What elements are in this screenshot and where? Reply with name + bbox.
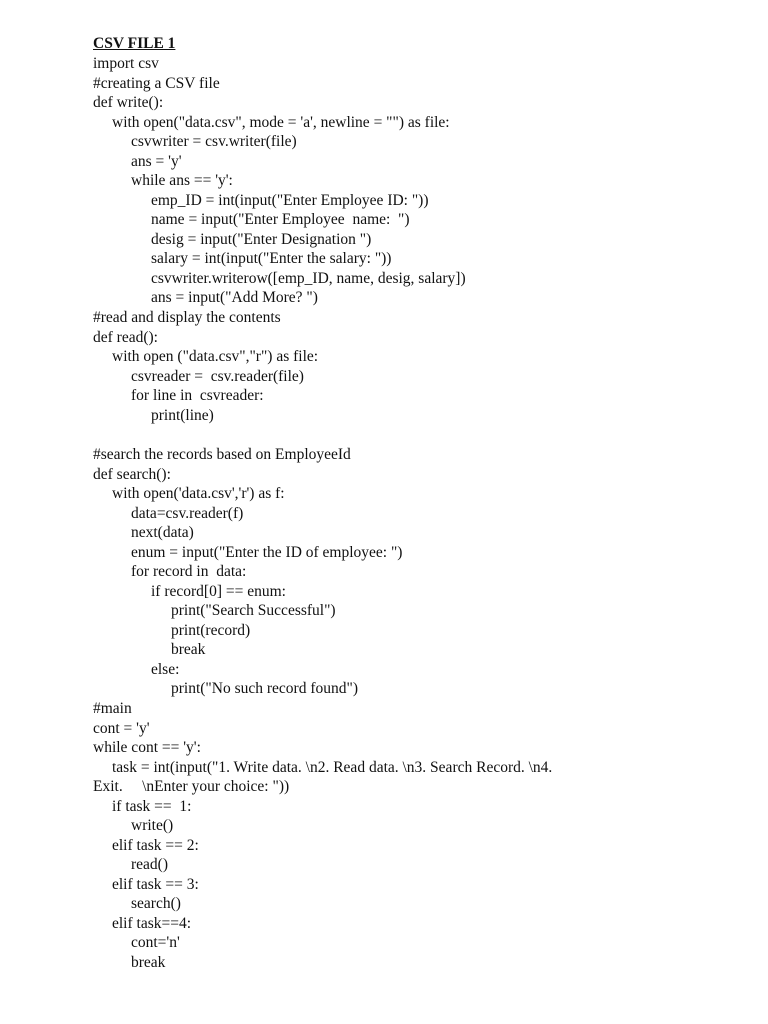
- code-line: if task == 1:: [112, 797, 192, 815]
- code-line: write(): [131, 817, 174, 834]
- code-comment: #main: [93, 700, 132, 717]
- code-line: csvreader = csv.reader(file): [131, 367, 304, 385]
- code-comment: #read and display the contents: [93, 309, 281, 326]
- code-line: elif task == 2:: [112, 836, 199, 854]
- code-line: def write():: [93, 94, 164, 111]
- code-line: print("Search Successful"): [171, 602, 336, 619]
- code-line: Exit. \nEnter your choice: ")): [93, 778, 290, 795]
- code-comment: #search the records based on EmployeeId: [93, 446, 351, 463]
- code-line: cont='n': [131, 934, 180, 951]
- code-line: else:: [151, 660, 180, 678]
- code-line: ans = input("Add More? "): [151, 289, 318, 306]
- code-line: while cont == 'y':: [93, 739, 201, 756]
- code-line: csvwriter.writerow([emp_ID, name, desig, salary]): [151, 269, 466, 287]
- code-line: with open("data.csv", mode = 'a', newline = "") as file:: [112, 113, 450, 131]
- code-line: def search():: [93, 465, 171, 483]
- document-title: CSV FILE 1: [93, 35, 176, 52]
- code-line: if record[0] == enum:: [151, 582, 286, 600]
- code-line: name = input("Enter Employee name: "): [151, 211, 410, 228]
- code-comment: #creating a CSV file: [93, 74, 220, 92]
- code-line: break: [131, 953, 166, 971]
- code-line: break: [171, 641, 206, 658]
- code-line: salary = int(input("Enter the salary: ")): [151, 250, 392, 267]
- code-line: print("No such record found"): [171, 680, 358, 697]
- code-line: elif task == 3:: [112, 875, 199, 893]
- code-line: data=csv.reader(f): [131, 504, 244, 522]
- code-line: csvwriter = csv.writer(file): [131, 133, 297, 150]
- code-line: enum = input("Enter the ID of employee: "): [131, 543, 403, 561]
- code-line: print(record): [171, 621, 251, 639]
- code-line: print(line): [151, 406, 214, 424]
- code-line: with open ("data.csv","r") as file:: [112, 348, 319, 365]
- code-line: cont = 'y': [93, 719, 150, 737]
- code-line: def read():: [93, 328, 158, 346]
- code-line: desig = input("Enter Designation "): [151, 230, 372, 248]
- code-line: for line in csvreader:: [131, 387, 264, 404]
- code-line: emp_ID = int(input("Enter Employee ID: ")): [151, 191, 429, 209]
- code-line: read(): [131, 856, 168, 873]
- code-line: task = int(input("1. Write data. \n2. Read data. \n3. Search Record. \n4.: [112, 758, 553, 776]
- code-line: ans = 'y': [131, 152, 182, 170]
- code-line: with open('data.csv','r') as f:: [112, 485, 285, 502]
- code-line: for record in data:: [131, 563, 247, 580]
- code-line: search(): [131, 895, 181, 912]
- code-line: while ans == 'y':: [131, 172, 233, 189]
- code-line: import csv: [93, 55, 159, 72]
- code-line: elif task==4:: [112, 914, 192, 932]
- code-line: next(data): [131, 524, 194, 541]
